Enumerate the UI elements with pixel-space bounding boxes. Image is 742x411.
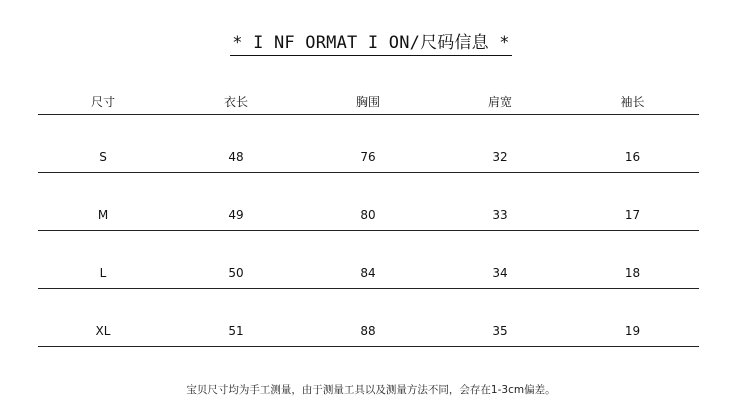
table-header-row (38, 86, 699, 115)
cell-sleeve: 17 (624, 208, 641, 222)
size-table (38, 86, 699, 347)
header-shoulder: 肩宽 (487, 94, 512, 109)
cell-length: 50 (228, 266, 244, 280)
measurement-note: 宝贝尺寸均为手工测量，由于测量工具以及测量方法不同，会存在1-3cm偏差。 (186, 384, 556, 396)
cell-chest: 84 (360, 266, 376, 280)
cell-shoulder: 32 (492, 150, 508, 164)
cell-shoulder: 34 (492, 266, 508, 280)
page-title (0, 32, 742, 56)
table-row (38, 173, 699, 231)
cell-chest: 76 (360, 150, 376, 164)
cell-length: 49 (228, 208, 244, 222)
table-row (38, 231, 699, 289)
header-size: 尺寸 (90, 94, 115, 109)
table-row (38, 289, 699, 347)
cell-shoulder: 35 (492, 324, 508, 338)
cell-size: S (99, 150, 107, 164)
table-row (38, 115, 699, 173)
cell-chest: 80 (360, 208, 376, 222)
header-chest: 胸围 (355, 94, 380, 109)
cell-size: M (97, 208, 109, 222)
cell-sleeve: 19 (624, 324, 641, 338)
header-length: 衣长 (223, 94, 248, 109)
cell-sleeve: 16 (624, 150, 641, 164)
cell-length: 51 (228, 324, 244, 338)
cell-sleeve: 18 (624, 266, 641, 280)
cell-length: 48 (228, 150, 244, 164)
cell-chest: 88 (360, 324, 376, 338)
cell-size: L (99, 266, 107, 280)
page-title-text: * I NF ORMAT I ON/尺码信息 * (230, 32, 512, 56)
header-sleeve: 袖长 (620, 94, 645, 109)
cell-size: XL (95, 324, 111, 338)
cell-shoulder: 33 (492, 208, 508, 222)
